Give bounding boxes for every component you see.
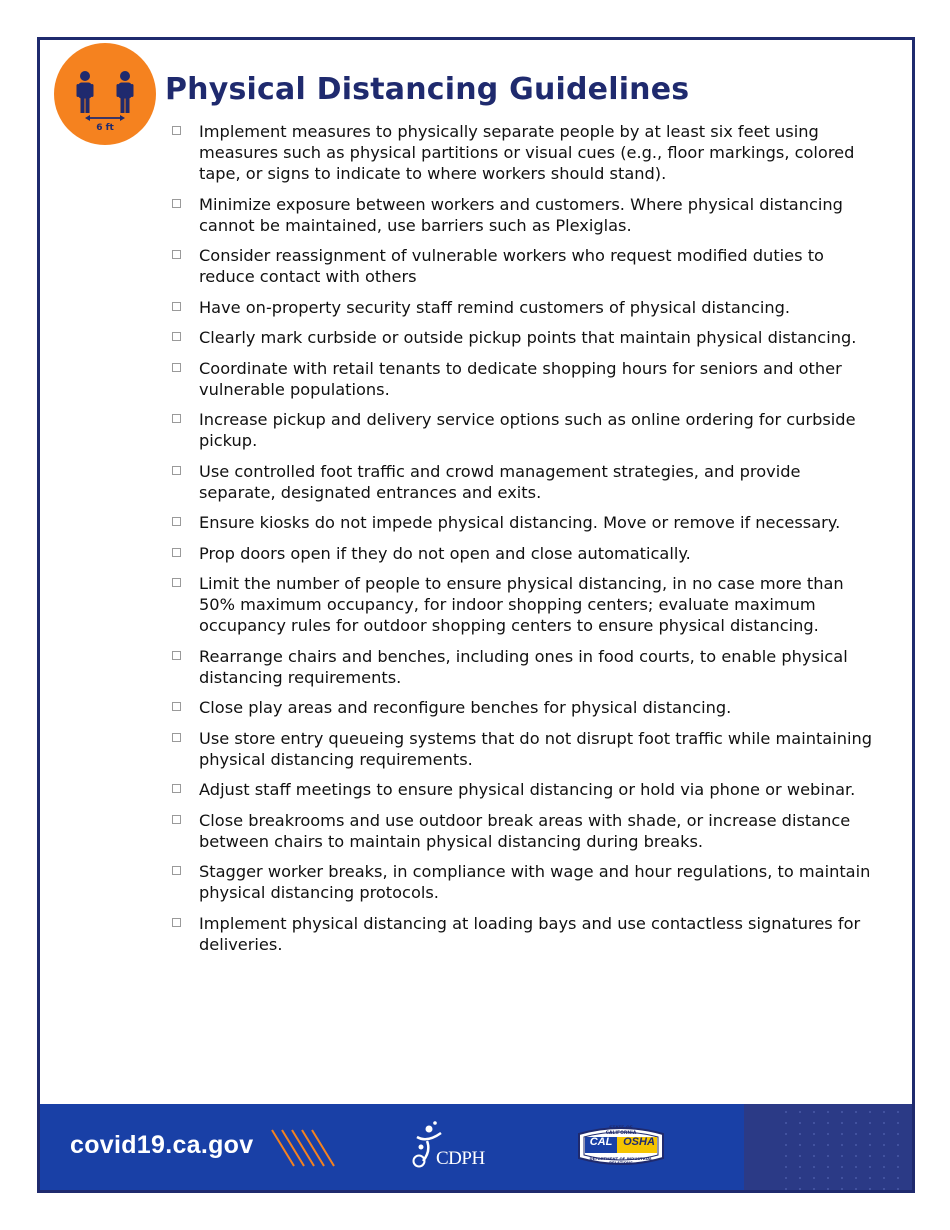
checklist-item <box>168 913 873 955</box>
checklist-item <box>168 245 873 287</box>
cal-osha-osha-text: OSHA <box>623 1136 655 1148</box>
checkbox-icon[interactable] <box>172 302 181 311</box>
checklist-item <box>168 573 873 636</box>
site-url[interactable]: covid19.ca.gov <box>70 1131 254 1159</box>
checkbox-icon[interactable] <box>172 517 181 526</box>
checkbox-icon[interactable] <box>172 578 181 587</box>
checklist-item-text: Use controlled foot traffic and crowd management strategies, and provide separate, designated entrances and exits. <box>199 461 801 502</box>
checkbox-icon[interactable] <box>172 466 181 475</box>
checklist-item-text: Stagger worker breaks, in compliance with wage and hour regulations, to maintain physical distancing protocols. <box>199 862 871 902</box>
checkbox-icon[interactable] <box>172 548 181 557</box>
guidelines-checklist <box>168 121 873 964</box>
stripes-decoration-icon <box>268 1128 340 1168</box>
page-frame <box>37 37 915 1193</box>
checklist-item-text: Rearrange chairs and benches, including ones in food courts, to enable physical distancing requirements. <box>199 646 848 687</box>
cal-osha-department-text: DEPARTMENT OF INDUSTRIAL RELATIONS <box>589 1156 653 1165</box>
checkbox-icon[interactable] <box>172 815 181 824</box>
checklist-item-text: Implement measures to physically separate people by at least six feet using measures such as physical partitions or visual cues (e.g., floor markings, colored tape, or signs to indicate to where workers should stand). <box>199 122 855 183</box>
page-title: Physical Distancing Guidelines <box>165 72 690 107</box>
checklist-item-text: Minimize exposure between workers and customers. Where physical distancing cannot be maintained, use barriers such as Plexiglas. <box>199 194 843 235</box>
checklist-item-text: Limit the number of people to ensure physical distancing, in no case more than 50% maximum occupancy, for indoor shopping centers; evaluate maximum occupancy rules for outdoor shopping centers to ensure physical distancing. <box>199 574 844 635</box>
checklist-item <box>168 409 873 451</box>
checklist-item <box>168 121 873 184</box>
footer-bar <box>40 1104 912 1190</box>
checklist-item <box>168 358 873 400</box>
badge-distance-label: 6 ft <box>96 123 114 133</box>
checklist-item <box>168 810 873 852</box>
checklist-item <box>168 297 873 318</box>
checklist-item <box>168 327 873 348</box>
checkbox-icon[interactable] <box>172 918 181 927</box>
checklist-item-text: Prop doors open if they do not open and close automatically. <box>199 543 691 563</box>
distancing-badge <box>54 43 156 145</box>
cal-osha-state-text: STATE OF CALIFORNIA <box>605 1126 637 1136</box>
checklist-item <box>168 861 873 903</box>
checklist-item <box>168 543 873 564</box>
checklist-item <box>168 697 873 718</box>
checklist-item <box>168 728 873 770</box>
checklist-item-text: Use store entry queueing systems that do not disrupt foot traffic while maintaining physical distancing requirements. <box>199 728 873 769</box>
checkbox-icon[interactable] <box>172 414 181 423</box>
checkbox-icon[interactable] <box>172 250 181 259</box>
checkbox-icon[interactable] <box>172 332 181 341</box>
checkbox-icon[interactable] <box>172 126 181 135</box>
checklist-item-text: Implement physical distancing at loading bays and use contactless signatures for deliveries. <box>199 913 861 954</box>
two-people-distance-icon <box>54 43 156 145</box>
checklist-item-text: Close play areas and reconfigure benches for physical distancing. <box>199 698 732 717</box>
checkbox-icon[interactable] <box>172 199 181 208</box>
checklist-item <box>168 512 873 533</box>
checkbox-icon[interactable] <box>172 733 181 742</box>
checkbox-icon[interactable] <box>172 866 181 875</box>
checklist-item <box>168 461 873 503</box>
dot-grid-decoration-icon <box>744 1104 912 1190</box>
cdph-logo-text: CDPH <box>436 1148 485 1169</box>
cal-osha-cal-text: CAL <box>589 1136 613 1148</box>
checklist-item-text: Close breakrooms and use outdoor break areas with shade, or increase distance between chairs to maintain physical distancing during breaks. <box>199 810 851 851</box>
dot-grid-panel <box>744 1104 912 1190</box>
checkbox-icon[interactable] <box>172 651 181 660</box>
checklist-item <box>168 646 873 688</box>
checklist-item-text: Increase pickup and delivery service options such as online ordering for curbside pickup. <box>199 410 856 450</box>
checkbox-icon[interactable] <box>172 363 181 372</box>
checklist-item-text: Consider reassignment of vulnerable workers who request modified duties to reduce contact with others <box>199 246 824 286</box>
checklist-item-text: Ensure kiosks do not impede physical distancing. Move or remove if necessary. <box>199 513 841 532</box>
checklist-item-text: Coordinate with retail tenants to dedicate shopping hours for seniors and other vulnerable populations. <box>199 358 842 399</box>
checklist-item <box>168 779 873 800</box>
checklist-item-text: Have on-property security staff remind customers of physical distancing. <box>199 297 791 317</box>
checklist-item-text: Clearly mark curbside or outside pickup points that maintain physical distancing. <box>199 328 857 347</box>
checklist-item-text: Adjust staff meetings to ensure physical distancing or hold via phone or webinar. <box>199 780 856 799</box>
checkbox-icon[interactable] <box>172 702 181 711</box>
checkbox-icon[interactable] <box>172 784 181 793</box>
checklist-item <box>168 194 873 236</box>
